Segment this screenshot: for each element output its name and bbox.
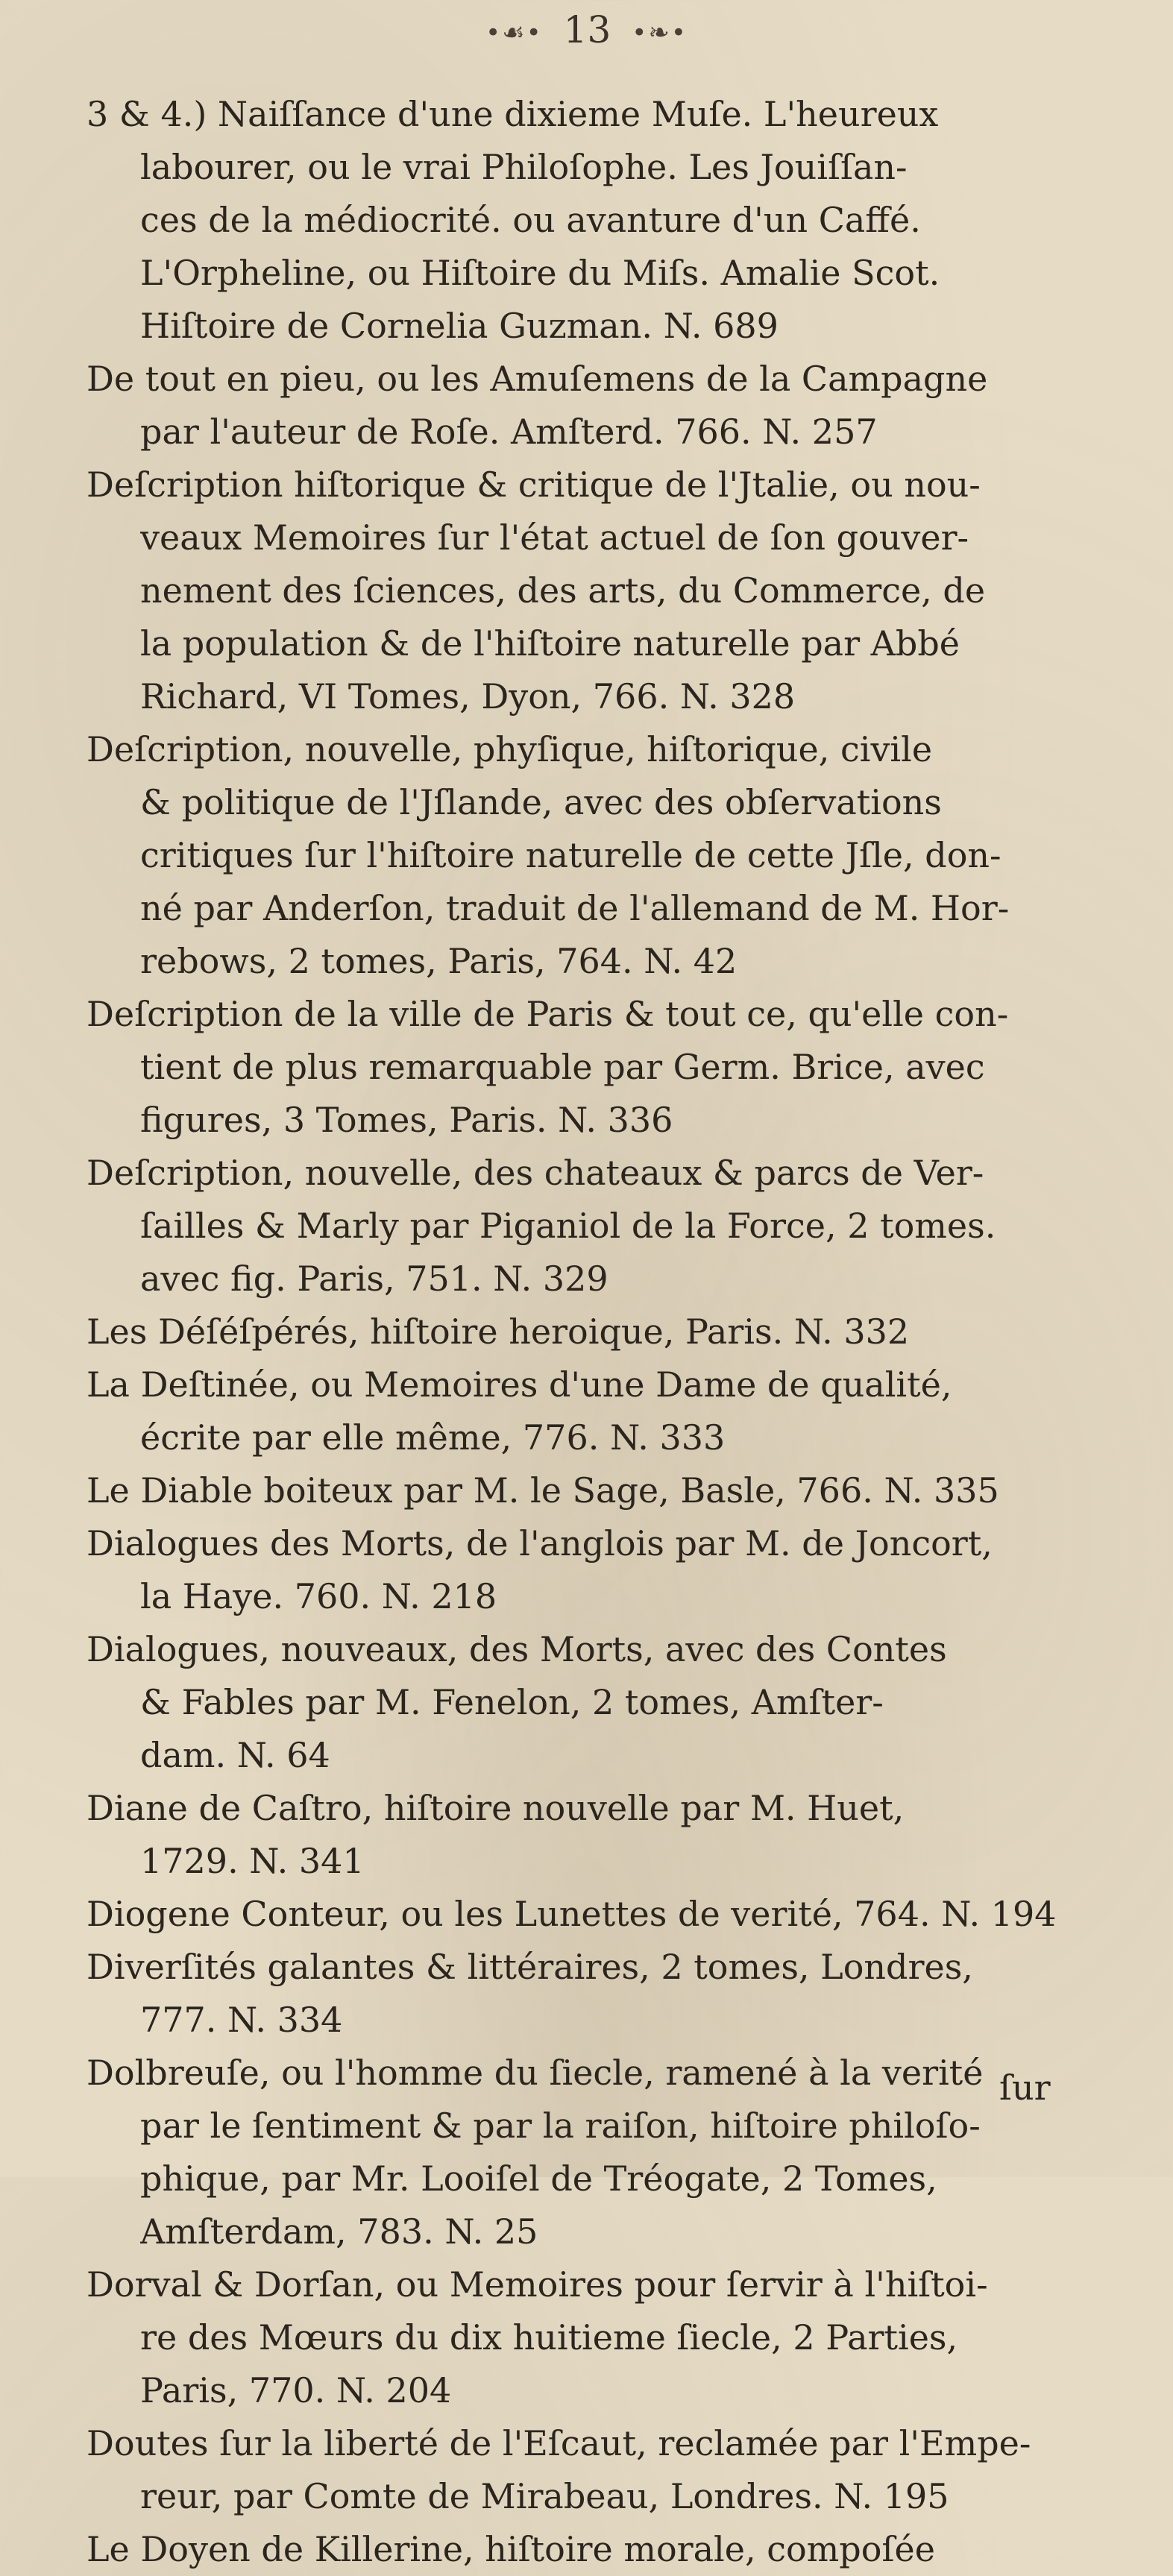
entry-continuation-line: figures, 3 Tomes, Paris. N. 336 bbox=[140, 1100, 673, 1140]
entry-continuation-line: Paris, 770. N. 204 bbox=[140, 2370, 452, 2410]
catalogue-entry bbox=[87, 1941, 1153, 2047]
catalogue-entry bbox=[87, 2417, 1153, 2523]
catalogue-entry bbox=[87, 1147, 1153, 1306]
entry-continuation-line: labourer, ou le vrai Philoſophe. Les Jouiſſan- bbox=[140, 147, 908, 187]
entry-first-line: Les Déſéſpérés, hiſtoire heroique, Paris. N. 332 bbox=[87, 1311, 910, 1352]
page-header bbox=[0, 7, 1173, 55]
ornament-left: •☙• bbox=[485, 18, 543, 48]
entry-continuation-line: 1729. N. 341 bbox=[140, 1841, 365, 1881]
catalogue-entry bbox=[87, 1517, 1153, 1623]
entry-first-line: Le Diable boiteux par M. le Sage, Basle, 766. N. 335 bbox=[87, 1470, 999, 1511]
entry-first-line: Deſcription, nouvelle, phyſique, hiſtorique, civile bbox=[87, 729, 933, 769]
catalogue-entry bbox=[87, 1464, 1153, 1517]
entry-first-line: Deſcription, nouvelle, des chateaux & parcs de Ver- bbox=[87, 1153, 984, 1193]
entry-continuation-line: & politique de l'Jſlande, avec des obſervations bbox=[140, 782, 942, 822]
entry-first-line: Dolbreuſe, ou l'homme du ſiecle, ramené à la verité bbox=[87, 2053, 984, 2093]
entry-first-line: Diogene Conteur, ou les Lunettes de verité, 764. N. 194 bbox=[87, 1894, 1057, 1934]
entry-continuation-line: la population & de l'hiſtoire naturelle par Abbé bbox=[140, 623, 960, 664]
entry-first-line: Deſcription hiſtorique & critique de l'Jtalie, ou nou- bbox=[87, 465, 981, 505]
entry-continuation-line: L'Orpheline, ou Hiſtoire du Miſs. Amalie Scot. bbox=[140, 253, 940, 293]
catalogue-entry bbox=[87, 1782, 1153, 1888]
catalogue-entry bbox=[87, 88, 1153, 353]
entry-continuation-line: écrite par elle même, 776. N. 333 bbox=[140, 1417, 726, 1458]
entry-continuation-line: né par Anderſon, traduit de l'allemand de M. Hor- bbox=[140, 888, 1010, 928]
catchword: ſur bbox=[999, 2068, 1051, 2108]
catalogue-entry bbox=[87, 1888, 1153, 1941]
catalogue-entry bbox=[87, 1623, 1153, 1782]
entry-continuation-line: ces de la médiocrité. ou avanture d'un Caffé. bbox=[140, 200, 921, 240]
entry-first-line: De tout en pieu, ou les Amuſemens de la Campagne bbox=[87, 359, 988, 399]
catalogue-entry bbox=[87, 459, 1153, 723]
entry-continuation-line: par l'auteur de Roſe. Amſterd. 766. N. 257 bbox=[140, 412, 878, 452]
entry-first-line: Diverſités galantes & littéraires, 2 tomes, Londres, bbox=[87, 1947, 973, 1987]
entry-continuation-line: la Haye. 760. N. 218 bbox=[140, 1576, 497, 1616]
entry-continuation-line: rebows, 2 tomes, Paris, 764. N. 42 bbox=[140, 941, 738, 981]
entry-continuation-line: nement des ſciences, des arts, du Commerce, de bbox=[140, 570, 986, 611]
entry-continuation-line: phique, par Mr. Looiſel de Tréogate, 2 Tomes, bbox=[140, 2158, 937, 2199]
entry-continuation-line: 777. N. 334 bbox=[140, 2000, 343, 2040]
entry-first-line: Doutes ſur la liberté de l'Eſcaut, reclamée par l'Empe- bbox=[87, 2423, 1031, 2463]
entry-continuation-line: & Fables par M. Fenelon, 2 tomes, Amſter- bbox=[140, 1682, 884, 1722]
entry-continuation-line: tient de plus remarquable par Germ. Brice, avec bbox=[140, 1047, 985, 1087]
catalogue-entry bbox=[87, 1306, 1153, 1358]
entry-continuation-line: avec fig. Paris, 751. N. 329 bbox=[140, 1259, 608, 1299]
entry-continuation-line: reur, par Comte de Mirabeau, Londres. N. 195 bbox=[140, 2476, 949, 2516]
entry-continuation-line: par le ſentiment & par la raiſon, hiſtoire philoſo- bbox=[140, 2106, 981, 2146]
entry-first-line: La Deſtinée, ou Memoires d'une Dame de qualité, bbox=[87, 1364, 952, 1405]
catalogue-entry bbox=[87, 1358, 1153, 1464]
entry-continuation-line: Richard, VI Tomes, Dyon, 766. N. 328 bbox=[140, 676, 796, 717]
catalogue-entry bbox=[87, 723, 1153, 988]
entry-first-line: Dialogues, nouveaux, des Morts, avec des Contes bbox=[87, 1629, 947, 1669]
entry-continuation-line: re des Mœurs du dix huitieme ſiecle, 2 Parties, bbox=[140, 2317, 958, 2358]
catalogue-entry bbox=[87, 2258, 1153, 2417]
entry-continuation-line: veaux Memoires ſur l'état actuel de ſon gouver- bbox=[140, 517, 969, 558]
entry-continuation-line: Amſterdam, 783. N. 25 bbox=[140, 2211, 538, 2252]
entry-continuation-line: critiques ſur l'hiſtoire naturelle de cette Jſle, don- bbox=[140, 835, 1001, 875]
entry-first-line: 3 & 4.) Naiſſance d'une dixieme Muſe. L'heureux bbox=[87, 94, 939, 134]
entry-first-line: Le Doyen de Killerine, hiſtoire morale, compoſée bbox=[87, 2529, 935, 2569]
entry-first-line: Diane de Caſtro, hiſtoire nouvelle par M. Huet, bbox=[87, 1788, 905, 1828]
entry-continuation-line: Hiſtoire de Cornelia Guzman. N. 689 bbox=[140, 306, 779, 346]
entry-continuation-line: ſailles & Marly par Piganiol de la Force, 2 tomes. bbox=[140, 1206, 996, 1246]
page-number: 13 bbox=[563, 8, 611, 51]
catalogue-entry bbox=[87, 2523, 1153, 2576]
entry-first-line: Dorval & Dorſan, ou Memoires pour ſervir à l'hiſtoi- bbox=[87, 2264, 988, 2305]
entry-first-line: Deſcription de la ville de Paris & tout ce, qu'elle con- bbox=[87, 994, 1009, 1034]
entry-first-line: Dialogues des Morts, de l'anglois par M. de Joncort, bbox=[87, 1523, 993, 1563]
catalogue-entry bbox=[87, 988, 1153, 1147]
entry-continuation-line: dam. N. 64 bbox=[140, 1735, 330, 1775]
ornament-right: •❧• bbox=[632, 18, 688, 48]
catalogue-entry bbox=[87, 2047, 1153, 2258]
catalogue-entry bbox=[87, 353, 1153, 459]
catalogue-entries bbox=[0, 88, 1173, 2576]
